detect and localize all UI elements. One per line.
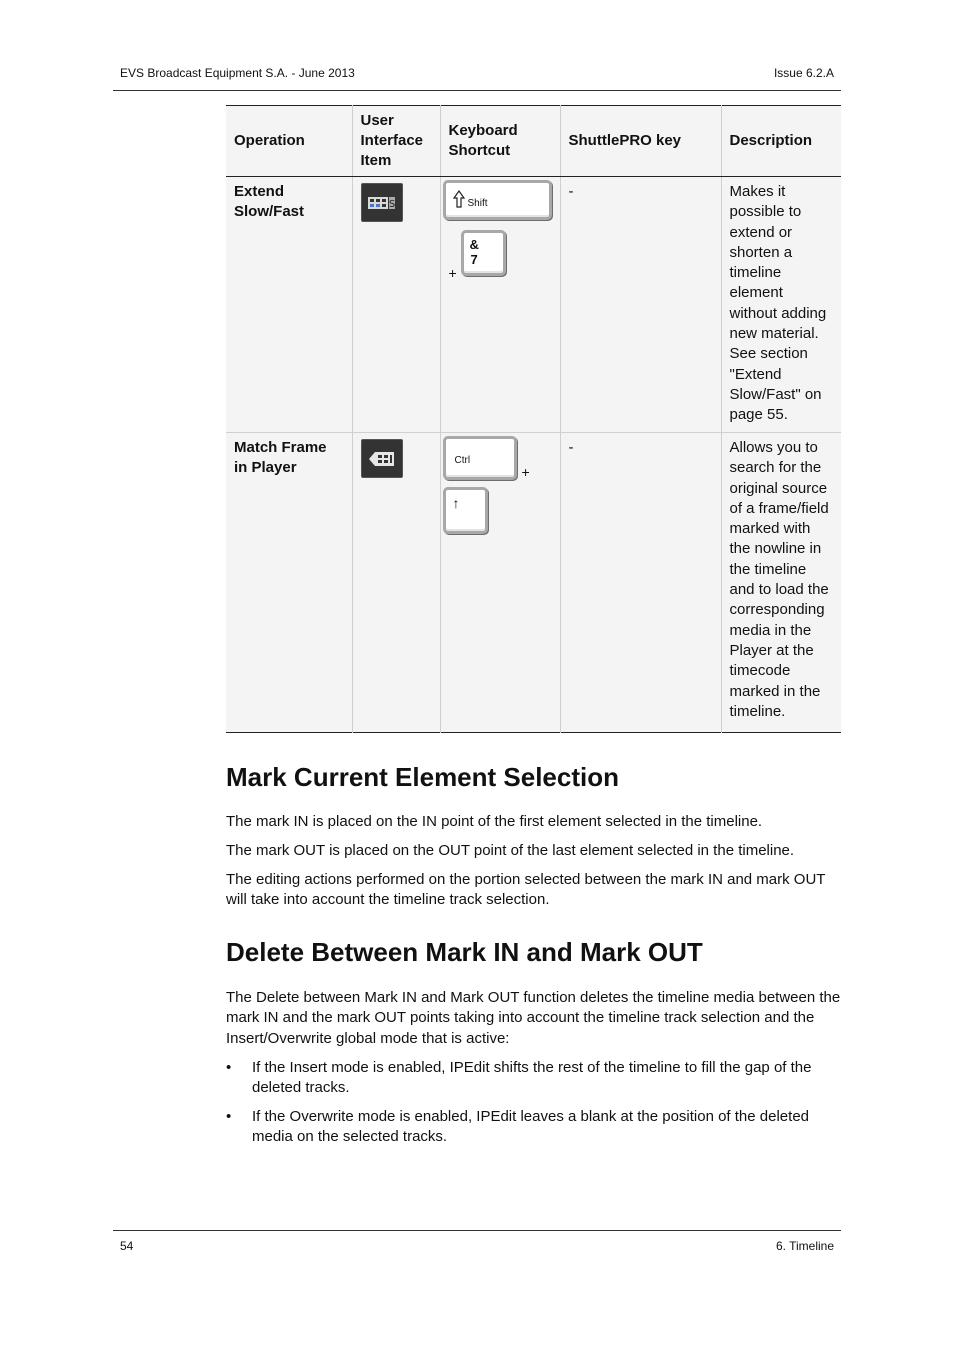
keyboard-shortcut-cell <box>440 177 560 433</box>
ctrl-key <box>443 436 517 480</box>
bullet-text: If the Overwrite mode is enabled, IPEdit leaves a blank at the position of the deleted media on the selected tracks. <box>252 1108 809 1146</box>
bullet-marker: • <box>226 1059 232 1076</box>
plus-sign: + <box>448 265 457 281</box>
header-publisher: EVS Broadcast Equipment S.A. - June 2013 <box>120 66 355 80</box>
bullet-text: If the Insert mode is enabled, IPEdit shifts the rest of the timeline to fill the gap of the deleted tracks. <box>252 1059 812 1097</box>
extend-slow-fast-icon <box>361 183 403 222</box>
shift-key-label: Shift <box>467 198 488 209</box>
shift-key <box>443 180 552 220</box>
key-7 <box>461 230 506 276</box>
up-arrow-key <box>443 487 488 534</box>
col-header-shuttlepro: ShuttlePRO key <box>560 106 721 177</box>
description-cell: Makes it possible to extend or shorten a timeline element without adding new material. See section "Extend Slow/Fast" on page 55. <box>721 177 841 433</box>
section-title-delete-between: Delete Between Mark IN and Mark OUT <box>226 937 703 967</box>
match-frame-icon <box>361 439 403 478</box>
shift-arrow-icon <box>453 190 465 216</box>
paragraph: The Delete between Mark IN and Mark OUT function deletes the timeline media between the mark IN and the mark OUT points taking into account the timeline track selection and the Insert/Overwrite global mode that is active: <box>226 989 841 1047</box>
operation-cell: Extend Slow/Fast <box>226 177 352 433</box>
key-7-number: 7 <box>470 252 478 267</box>
col-header-operation: Operation <box>226 106 352 177</box>
paragraph: The mark IN is placed on the IN point of the first element selected in the timeline. <box>226 813 763 830</box>
page-number: 54 <box>120 1239 134 1253</box>
page-footer <box>113 1230 841 1257</box>
table-row <box>226 433 841 733</box>
table-header-row <box>226 106 841 177</box>
section-title-mark-current: Mark Current Element Selection <box>226 762 619 792</box>
col-header-ui-item: User Interface Item <box>352 106 440 177</box>
col-header-keyboard-shortcut: Keyboard Shortcut <box>440 106 560 177</box>
svg-text:S: S <box>388 198 395 210</box>
chapter-name: 6. Timeline <box>775 1239 834 1253</box>
shuttlepro-cell: - <box>560 177 721 433</box>
page-header <box>113 64 841 91</box>
description-cell: Allows you to search for the original source of a frame/field marked with the nowline in the timeline and to load the corresponding media in the Player at the timecode marked in the timeline. <box>721 433 841 733</box>
key-7-symbol: & <box>469 237 479 252</box>
ui-item-cell <box>352 177 440 433</box>
table-row <box>226 177 841 433</box>
bullet-marker: • <box>226 1108 232 1125</box>
plus-sign: + <box>521 464 530 480</box>
paragraph: The editing actions performed on the portion selected between the mark IN and mark OUT will take into account the timeline track selection. <box>226 871 826 909</box>
operation-cell: Match Frame in Player <box>226 433 352 733</box>
col-header-description: Description <box>721 106 841 177</box>
keyboard-shortcut-cell <box>440 433 560 733</box>
ctrl-key-label: Ctrl <box>454 455 471 466</box>
shuttlepro-cell: - <box>560 433 721 733</box>
paragraph: The mark OUT is placed on the OUT point of the last element selected in the timeline. <box>226 842 795 859</box>
header-issue: Issue 6.2.A <box>773 66 834 80</box>
shortcut-table <box>226 105 841 733</box>
up-arrow-icon: ↑ <box>452 495 460 511</box>
ui-item-cell <box>352 433 440 733</box>
